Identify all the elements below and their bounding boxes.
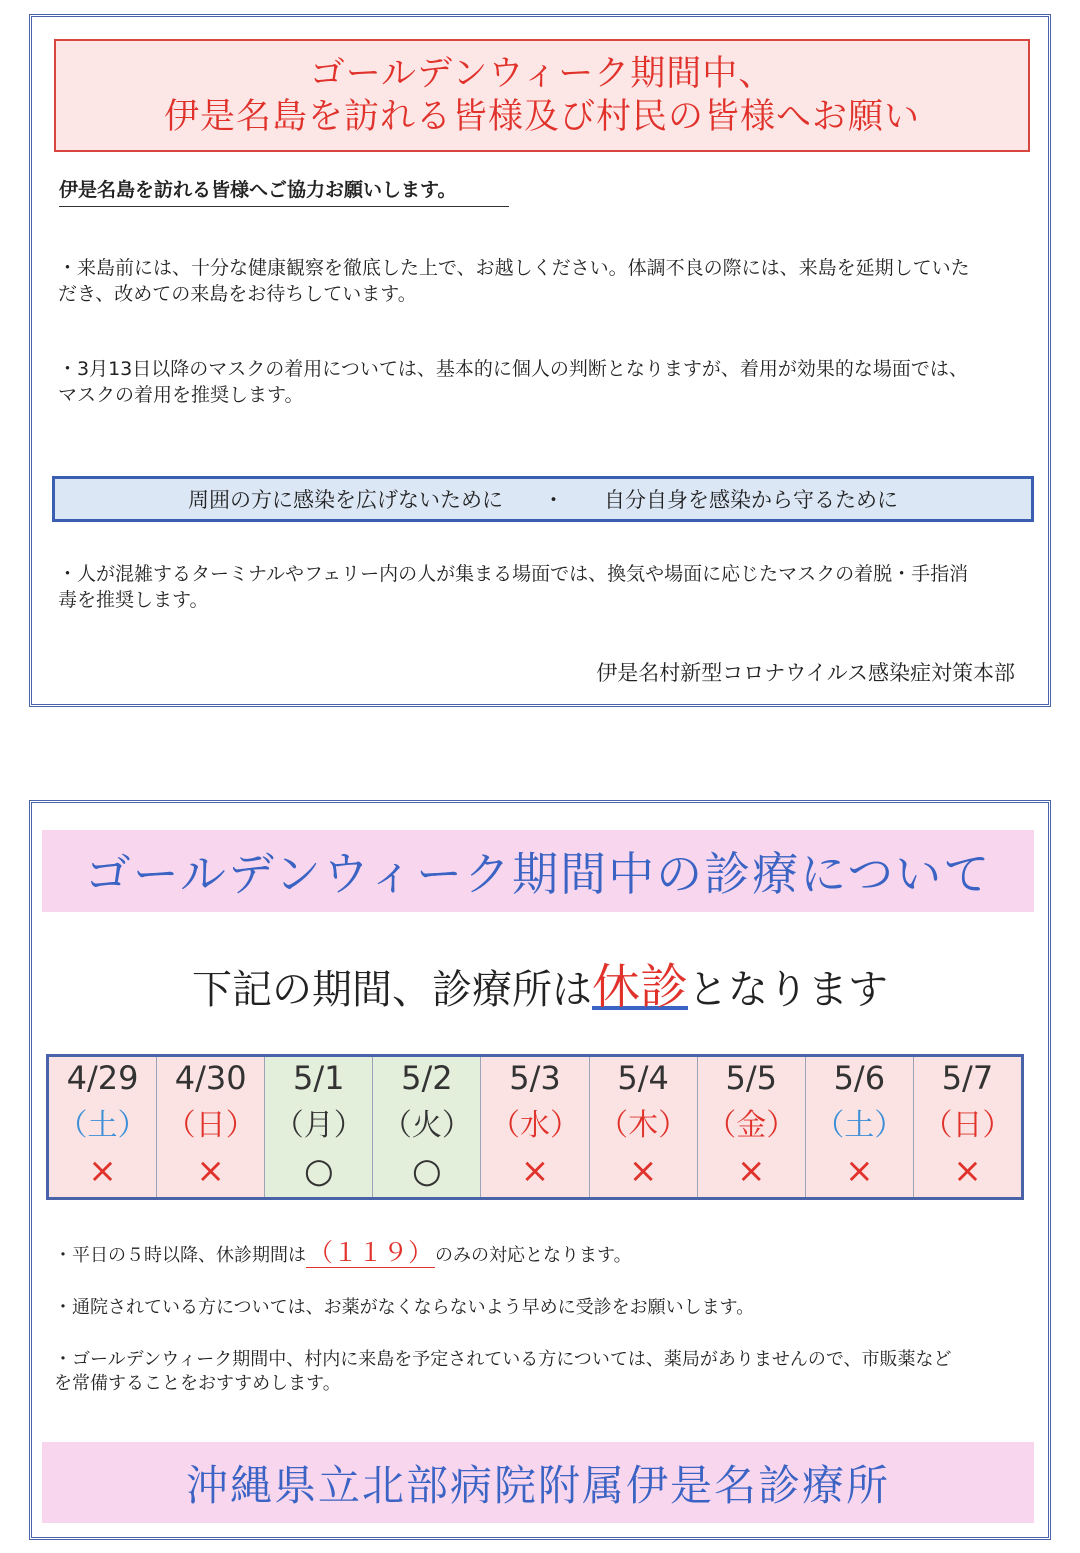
date-cell: 5/3	[481, 1056, 589, 1100]
weekday-cell: （日）	[913, 1099, 1022, 1145]
covid-notice-panel	[29, 14, 1051, 707]
date-cell: 5/7	[913, 1056, 1022, 1100]
emergency-note-prefix: ・平日の５時以降、休診期間は	[54, 1245, 306, 1266]
status-mark: ×	[48, 1145, 157, 1199]
notice-title-line1: ゴールデンウィーク期間中、	[309, 53, 775, 94]
status-mark: ○	[265, 1145, 373, 1199]
weekday-cell: （木）	[589, 1099, 697, 1145]
banner-left-text: 周囲の方に感染を広げないために	[188, 488, 503, 512]
clinic-title: ゴールデンウィーク期間中の診療について	[84, 847, 992, 901]
emergency-number: （１１９）	[308, 1238, 434, 1267]
holiday-calendar-table	[46, 1054, 1024, 1200]
date-cell: 5/2	[373, 1056, 481, 1100]
closure-statement	[32, 948, 1048, 1017]
visitor-request-heading: 伊是名島を訪れる皆様へご協力お願いします。	[59, 175, 509, 207]
status-mark: ○	[373, 1145, 481, 1199]
status-mark: ×	[805, 1145, 913, 1199]
medication-note: ・通院されている方については、お薬がなくならないよう早めに受診をお願いします。	[54, 1297, 755, 1318]
status-mark: ×	[481, 1145, 589, 1199]
banner-right-text: 自分自身を感染から守るために	[604, 488, 898, 512]
banner-separator: ・	[543, 488, 564, 512]
status-mark: ×	[697, 1145, 805, 1199]
emergency-note-suffix: のみの対応となります。	[435, 1245, 632, 1266]
clinic-notice-panel	[29, 800, 1051, 1540]
emergency-note	[54, 1238, 954, 1268]
date-cell: 4/30	[157, 1056, 265, 1100]
pharmacy-note: ・ゴールデンウィーク期間中、村内に来島を予定されている方については、薬局がありませんので、市販薬などを常備することをおすすめします。	[54, 1349, 952, 1394]
notice-title-line2: 伊是名島を訪れる皆様及び村民の皆様へお願い	[163, 96, 920, 137]
clinic-name: 沖縄県立北部病院附属伊是名診療所	[185, 1460, 890, 1510]
closure-prefix: 下記の期間、診療所は	[191, 967, 592, 1013]
weekday-cell: （日）	[157, 1099, 265, 1145]
date-cell: 5/6	[805, 1056, 913, 1100]
status-mark: ×	[913, 1145, 1022, 1199]
calendar-dates-row	[48, 1056, 1023, 1100]
health-check-paragraph: ・来島前には、十分な健康観察を徹底した上で、お越しください。体調不良の際には、来島を延期していただき、改めての来島をお待ちしています。	[58, 257, 970, 305]
status-mark: ×	[157, 1145, 265, 1199]
date-cell: 4/29	[48, 1056, 157, 1100]
closure-suffix: となります	[688, 967, 888, 1013]
date-cell: 5/5	[697, 1056, 805, 1100]
weekday-cell: （火）	[373, 1099, 481, 1145]
weekday-cell: （水）	[481, 1099, 589, 1145]
clinic-name-box	[42, 1442, 1034, 1523]
clinic-title-box	[42, 830, 1034, 912]
weekday-cell: （月）	[265, 1099, 373, 1145]
date-cell: 5/1	[265, 1056, 373, 1100]
calendar-status-row	[48, 1145, 1023, 1199]
closure-highlight: 休診	[591, 959, 688, 1015]
calendar-days-row	[48, 1099, 1023, 1145]
weekday-cell: （土）	[805, 1099, 913, 1145]
weekday-cell: （金）	[697, 1099, 805, 1145]
status-mark: ×	[589, 1145, 697, 1199]
date-cell: 5/4	[589, 1056, 697, 1100]
signature: 伊是名村新型コロナウイルス感染症対策本部	[596, 661, 1015, 685]
terminal-ferry-paragraph: ・人が混雑するターミナルやフェリー内の人が集まる場面では、換気や場面に応じたマスクの着脱・手指消毒を推奨します。	[58, 563, 969, 611]
weekday-cell: （土）	[48, 1099, 157, 1145]
notice-title-box	[54, 39, 1030, 152]
infection-prevention-banner	[52, 476, 1034, 522]
mask-paragraph: ・3月13日以降のマスクの着用については、基本的に個人の判断となりますが、着用が効果的な場面では、マスクの着用を推奨します。	[58, 358, 968, 406]
